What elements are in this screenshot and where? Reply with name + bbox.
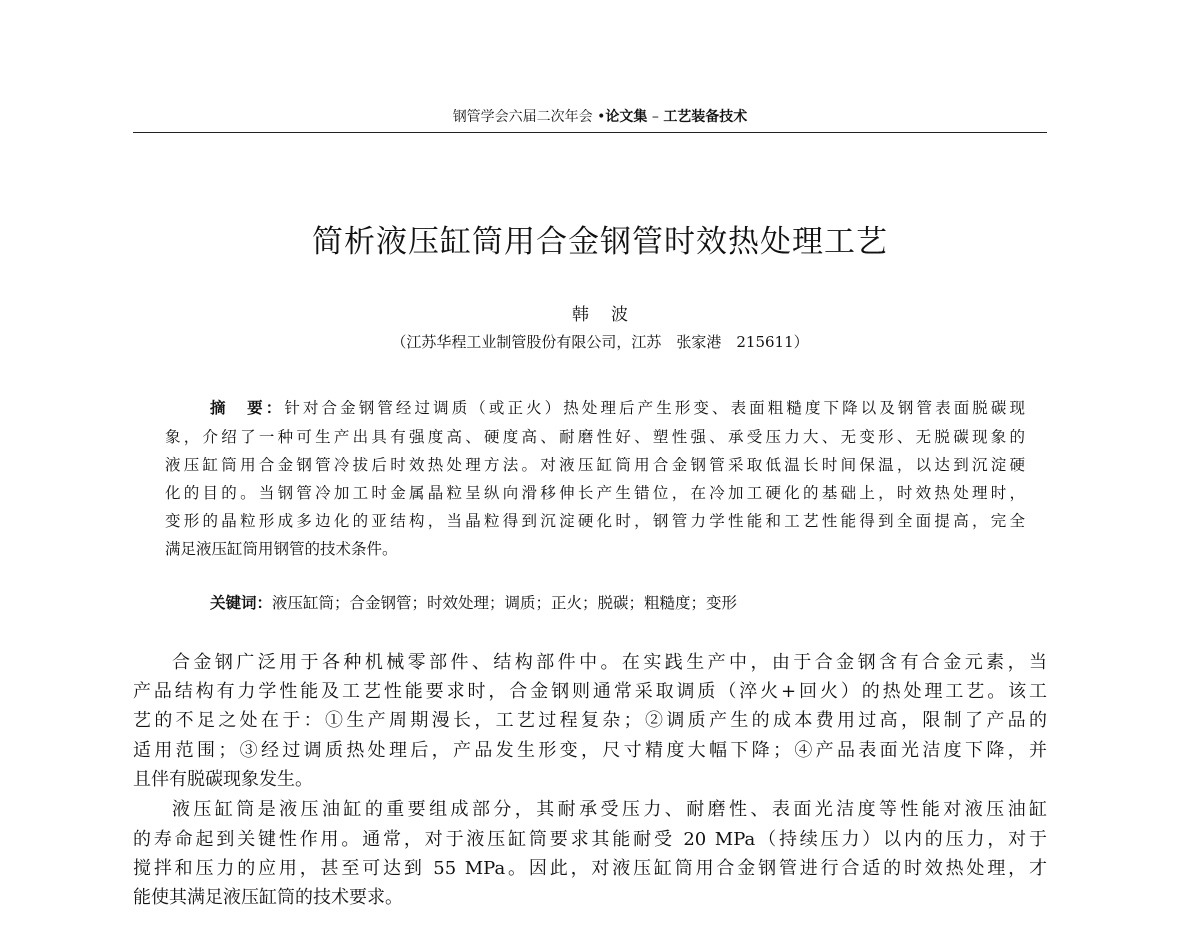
body-line: 且伴有脱碳现象发生。 xyxy=(133,769,313,790)
abstract-line: 满足液压缸筒用钢管的技术条件。 xyxy=(165,540,398,558)
affiliation: （江苏华程工业制管股份有限公司，江苏 张家港 215611） xyxy=(391,333,809,351)
conference-name: 钢管学会六届二次年会 • xyxy=(452,109,606,125)
header-rule xyxy=(133,132,1047,133)
running-head xyxy=(0,106,1200,126)
paper-title: 简析液压缸筒用合金钢管时效热处理工艺 xyxy=(312,224,888,260)
abstract-line xyxy=(210,398,1025,418)
body-line: 的寿命起到关键性作用。通常，对于液压缸筒要求其能耐受 20 MPa（持续压力）以内的压力，对于 xyxy=(133,829,1047,850)
abstract-line: 象，介绍了一种可生产出具有强度高、硬度高、耐磨性好、塑性强、承受压力大、无变形、无脱碳现象的 xyxy=(165,428,1025,446)
abstract-line: 变形的晶粒形成多边化的亚结构，当晶粒得到沉淀硬化时，钢管力学性能和工艺性能得到全面提高，完全 xyxy=(165,512,1025,530)
author: 韩波 xyxy=(572,305,650,325)
keywords-label: 关键词： xyxy=(210,594,273,612)
running-head-separator: – xyxy=(647,109,664,125)
body-line: 搅拌和压力的应用，甚至可达到 55 MPa。因此，对液压缸筒用合金钢管进行合适的时效热处理，才 xyxy=(133,858,1047,879)
abstract-text: 针对合金钢管经过调质（或正火）热处理后产生形变、表面粗糙度下降以及钢管表面脱碳现 xyxy=(284,399,1025,417)
abstract-label: 摘 要： xyxy=(210,399,285,417)
body-line: 适用范围；③经过调质热处理后，产品发生形变，尺寸精度大幅下降；④产品表面光洁度下降，并 xyxy=(133,740,1047,761)
body-line: 艺的不足之处在于：①生产周期漫长，工艺过程复杂；②调质产生的成本费用过高，限制了产品的 xyxy=(133,710,1047,731)
section-name: 工艺装备技术 xyxy=(663,109,748,125)
keywords-text: 液压缸筒；合金钢管；时效处理；调质；正火；脱碳；粗糙度；变形 xyxy=(272,594,738,612)
body-line: 产品结构有力学性能及工艺性能要求时，合金钢则通常采取调质（淬火+回火）的热处理工艺。该工 xyxy=(133,681,1047,702)
body-line: 能使其满足液压缸筒的技术要求。 xyxy=(133,887,403,908)
collection-name: 论文集 xyxy=(605,109,648,125)
abstract-line: 化的目的。当钢管冷加工时金属晶粒呈纵向滑移伸长产生错位，在冷加工硬化的基础上，时效热处理时， xyxy=(165,484,1025,502)
body-line: 液压缸筒是液压油缸的重要组成部分，其耐承受压力、耐磨性、表面光洁度等性能对液压油缸 xyxy=(172,799,1047,820)
body-line: 合金钢广泛用于各种机械零部件、结构部件中。在实践生产中，由于合金钢含有合金元素，当 xyxy=(172,652,1047,673)
keywords xyxy=(210,593,1025,613)
abstract-line: 液压缸筒用合金钢管冷拔后时效热处理方法。对液压缸筒用合金钢管采取低温长时间保温，以达到沉淀硬 xyxy=(165,456,1025,474)
